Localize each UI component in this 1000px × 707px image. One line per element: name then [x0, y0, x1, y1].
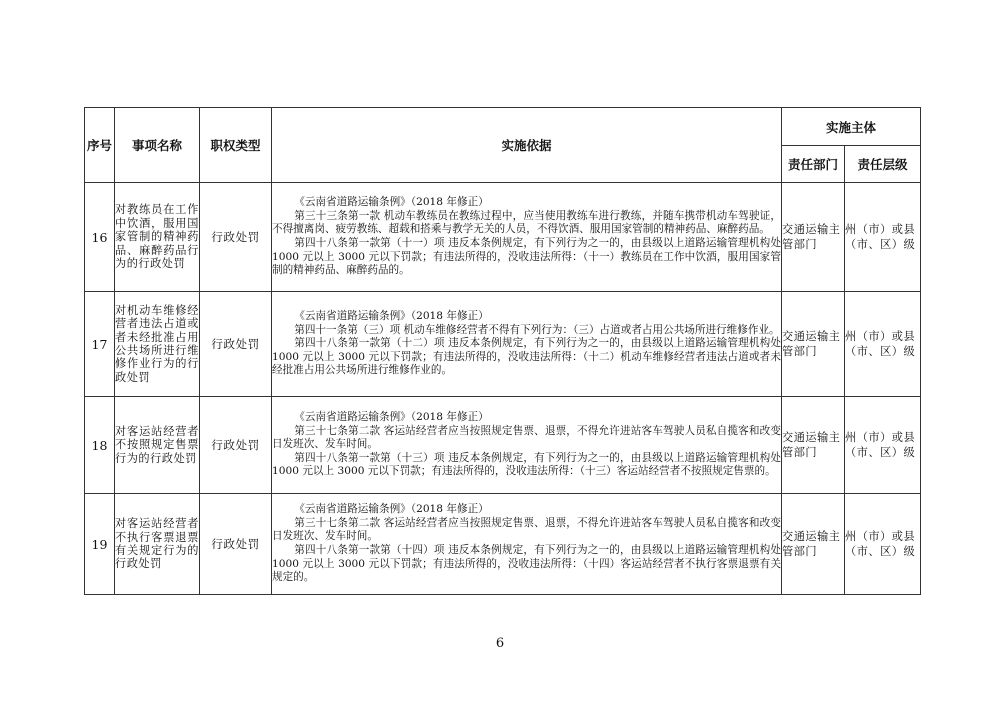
- header-subject: 实施主体: [782, 108, 921, 146]
- dept-text: 交通运输主管部门: [782, 431, 841, 459]
- row-basis: [272, 292, 782, 397]
- basis-penalty-clause: 第四十八条第一款第（十四）项 违反本条例规定，有下列行为之一的，由县级以上道路运输管理机构处 1000 元以上 3000 元以下罚款；有违法所得的，没收违法所得：（十四）客运站经营者不执行客票退票有关规定的。: [272, 544, 781, 584]
- level-text: 州（市）或县（市、区）级: [845, 223, 916, 251]
- row-index: 19: [85, 494, 115, 595]
- basis-law-title: 《云南省道路运输条例》（2018 年修正）: [294, 310, 489, 323]
- basis-penalty-clause: 第四十八条第一款第（十一）项 违反本条例规定，有下列行为之一的，由县级以上道路运输管理机构处 1000 元以上 3000 元以下罚款；有违法所得的，没收违法所得：（十一）教练员在工作中饮酒，服用国家管制的精神药品、麻醉药品的。: [272, 237, 781, 277]
- header-basis: 实施依据: [272, 108, 782, 183]
- row-power-type: 行政处罚: [200, 183, 272, 292]
- row-item-name: 对教练员在工作中饮酒，服用国家管制的精神药品、麻醉药品行为的行政处罚: [115, 183, 200, 292]
- table-row: [85, 292, 921, 397]
- row-index: 17: [85, 292, 115, 397]
- row-level: [845, 397, 921, 494]
- dept-text: 交通运输主管部门: [782, 530, 841, 558]
- basis-clause: 第三十七条第二款 客运站经营者应当按照规定售票、退票，不得允许进站客车驾驶人员私自揽客和改变日发班次、发车时间。: [272, 516, 781, 543]
- row-item-name: 对客运站经营者不按照规定售票行为的行政处罚: [115, 397, 200, 494]
- row-level: [845, 292, 921, 397]
- basis-law-title: 《云南省道路运输条例》（2018 年修正）: [294, 503, 489, 516]
- basis-clause: 第三十三条第一款 机动车教练员在教练过程中，应当使用教练车进行教练，并随车携带机动车驾驶证，不得擅离岗、疲劳教练、超载和搭乘与教学无关的人员，不得饮酒、服用国家管制的精神药品、麻醉药品。: [272, 209, 781, 236]
- basis-law-title: 《云南省道路运输条例》（2018 年修正）: [294, 196, 489, 209]
- header-item-name: 事项名称: [115, 108, 200, 183]
- dept-text: 交通运输主管部门: [782, 330, 841, 358]
- row-index: 16: [85, 183, 115, 292]
- header-index: 序号: [85, 108, 115, 183]
- table-row: [85, 494, 921, 595]
- row-dept: [782, 494, 845, 595]
- basis-penalty-clause: 第四十八条第一款第（十二）项 违反本条例规定，有下列行为之一的，由县级以上道路运输管理机构处 1000 元以上 3000 元以下罚款；有违法所得的，没收违法所得：（十二）机动车维修经营者违法占道或者未经批准占用公共场所进行维修作业的。: [272, 337, 781, 377]
- basis-clause: 第四十一条第（三）项 机动车维修经营者不得有下列行为：（三）占道或者占用公共场所进行维修作业。: [294, 323, 780, 336]
- basis-clause: 第三十七条第二款 客运站经营者应当按照规定售票、退票，不得允许进站客车驾驶人员私自揽客和改变日发班次、发车时间。: [272, 424, 781, 451]
- header-level: 责任层级: [845, 146, 921, 183]
- header-dept: 责任部门: [782, 146, 845, 183]
- level-text: 州（市）或县（市、区）级: [845, 530, 916, 558]
- row-item-name: 对客运站经营者不执行客票退票有关规定行为的行政处罚: [115, 494, 200, 595]
- row-basis: [272, 397, 782, 494]
- header-power-type: 职权类型: [200, 108, 272, 183]
- table-row: [85, 397, 921, 494]
- row-basis: [272, 494, 782, 595]
- row-dept: [782, 397, 845, 494]
- row-item-name: 对机动车维修经营者违法占道或者未经批准占用公共场所进行维修作业行为的行政处罚: [115, 292, 200, 397]
- row-power-type: 行政处罚: [200, 292, 272, 397]
- row-basis: [272, 183, 782, 292]
- basis-penalty-clause: 第四十八条第一款第（十三）项 违反本条例规定，有下列行为之一的，由县级以上道路运输管理机构处 1000 元以上 3000 元以下罚款；有违法所得的，没收违法所得：（十三）客运站经营者不按照规定售票的。: [272, 451, 781, 478]
- row-level: [845, 494, 921, 595]
- row-index: 18: [85, 397, 115, 494]
- row-power-type: 行政处罚: [200, 494, 272, 595]
- row-level: [845, 183, 921, 292]
- enforcement-table: [84, 107, 921, 595]
- level-text: 州（市）或县（市、区）级: [845, 431, 916, 459]
- row-dept: [782, 292, 845, 397]
- row-dept: [782, 183, 845, 292]
- basis-law-title: 《云南省道路运输条例》（2018 年修正）: [294, 411, 489, 424]
- table-row: [85, 183, 921, 292]
- level-text: 州（市）或县（市、区）级: [845, 330, 916, 358]
- dept-text: 交通运输主管部门: [782, 223, 841, 251]
- row-power-type: 行政处罚: [200, 397, 272, 494]
- page-number: 6: [495, 636, 505, 651]
